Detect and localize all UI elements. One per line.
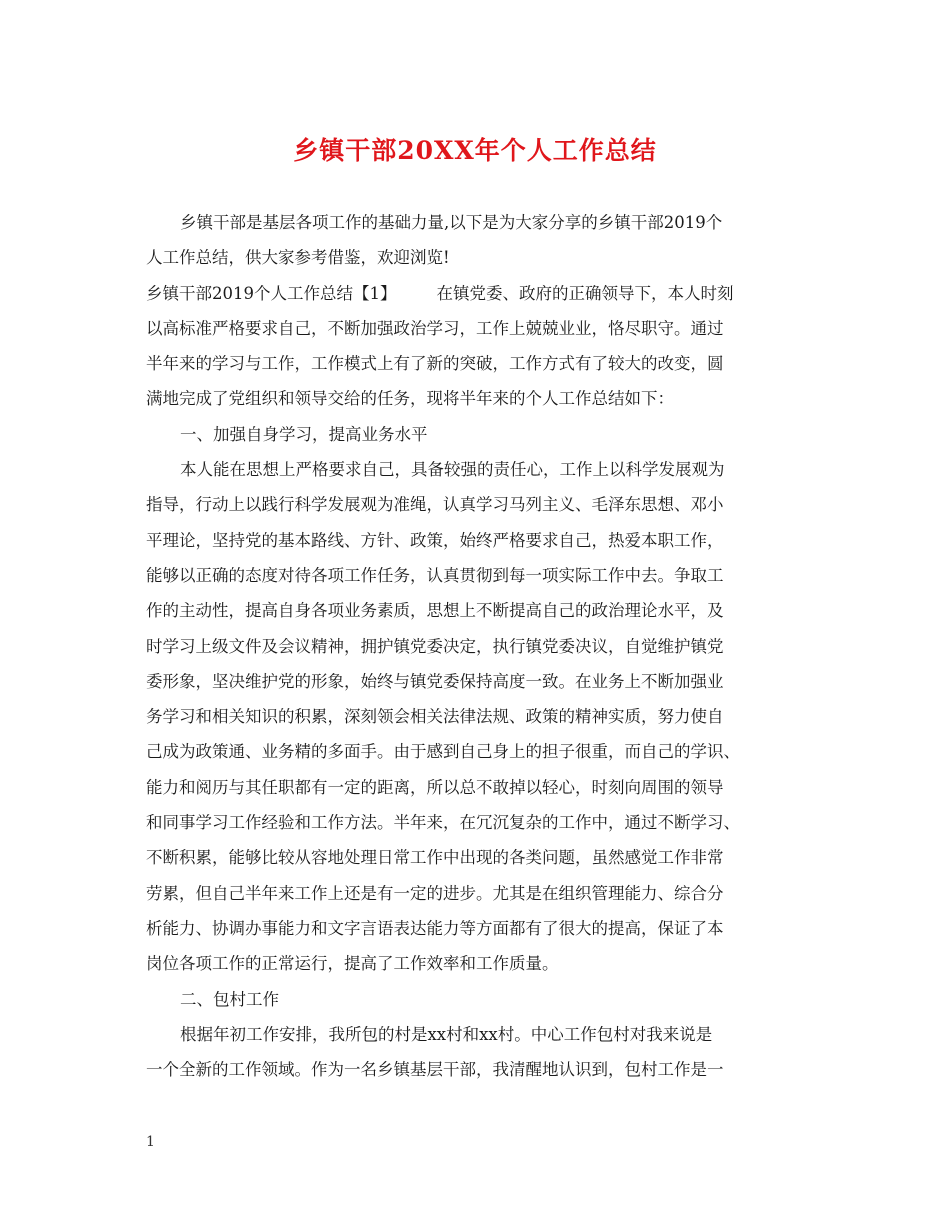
section-heading: 一、加强自身学习，提高业务水平 bbox=[180, 424, 428, 444]
paragraph-text: 在镇党委、政府的正确领导下，本人时刻 bbox=[436, 283, 734, 303]
paragraph-line: 作的主动性，提高自身各项业务素质，思想上不断提高自己的政治理论水平，及 bbox=[146, 601, 724, 621]
paragraph-line: 平理论，坚持党的基本路线、方针、政策，始终严格要求自己，热爱本职工作， bbox=[146, 530, 724, 550]
section-heading: 乡镇干部2019个人工作总结【1】 bbox=[146, 283, 397, 303]
paragraph-line bbox=[146, 276, 814, 311]
paragraph-line: 己成为政策通、业务精的多面手。由于感到自己身上的担子很重，而自己的学识、 bbox=[146, 742, 740, 762]
paragraph-line: 指导，行动上以践行科学发展观为准绳，认真学习马列主义、毛泽东思想、邓小 bbox=[146, 495, 724, 515]
page-number: 1 bbox=[146, 1134, 155, 1150]
paragraph-line: 委形象，坚决维护党的形象，始终与镇党委保持高度一致。在业务上不断加强业 bbox=[146, 671, 724, 691]
paragraph-line: 满地完成了党组织和领导交给的任务，现将半年来的个人工作总结如下： bbox=[146, 389, 674, 409]
section-heading: 二、包村工作 bbox=[180, 989, 279, 1009]
paragraph-line: 不断积累，能够比较从容地处理日常工作中出现的各类问题，虽然感觉工作非常 bbox=[146, 848, 724, 868]
document-body bbox=[146, 205, 814, 1087]
paragraph-line: 和同事学习工作经验和工作方法。半年来，在冗沉复杂的工作中，通过不断学习、 bbox=[146, 813, 740, 833]
paragraph-line: 半年来的学习与工作，工作模式上有了新的突破，工作方式有了较大的改变，圆 bbox=[146, 354, 724, 374]
paragraph-line: 岗位各项工作的正常运行，提高了工作效率和工作质量。 bbox=[146, 954, 559, 974]
paragraph-line: 一个全新的工作领域。作为一名乡镇基层干部，我清醒地认识到，包村工作是一 bbox=[146, 1060, 724, 1080]
paragraph-line: 根据年初工作安排，我所包的村是xx村和xx村。中心工作包村对我来说是 bbox=[180, 1024, 713, 1044]
paragraph-line: 务学习和相关知识的积累，深刻领会相关法律法规、政策的精神实质，努力使自 bbox=[146, 707, 724, 727]
paragraph-line: 劳累，但自己半年来工作上还是有一定的进步。尤其是在组织管理能力、综合分 bbox=[146, 883, 724, 903]
paragraph-line: 人工作总结，供大家参考借鉴，欢迎浏览! bbox=[146, 248, 450, 268]
paragraph-line: 析能力、协调办事能力和文字言语表达能力等方面都有了很大的提高，保证了本 bbox=[146, 918, 724, 938]
paragraph-line: 时学习上级文件及会议精神，拥护镇党委决定，执行镇党委决议，自觉维护镇党 bbox=[146, 636, 724, 656]
paragraph-line: 能够以正确的态度对待各项工作任务，认真贯彻到每一项实际工作中去。争取工 bbox=[146, 565, 724, 585]
paragraph-line: 能力和阅历与其任职都有一定的距离，所以总不敢掉以轻心，时刻向周围的领导 bbox=[146, 777, 724, 797]
paragraph-line: 本人能在思想上严格要求自己，具备较强的责任心，工作上以科学发展观为 bbox=[180, 460, 725, 480]
paragraph-line: 以高标准严格要求自己，不断加强政治学习，工作上兢兢业业，恪尽职守。通过 bbox=[146, 318, 724, 338]
document-title: 乡镇干部20XX年个人工作总结 bbox=[293, 136, 657, 165]
paragraph-line: 乡镇干部是基层各项工作的基础力量,以下是为大家分享的乡镇干部2019个 bbox=[180, 213, 723, 232]
